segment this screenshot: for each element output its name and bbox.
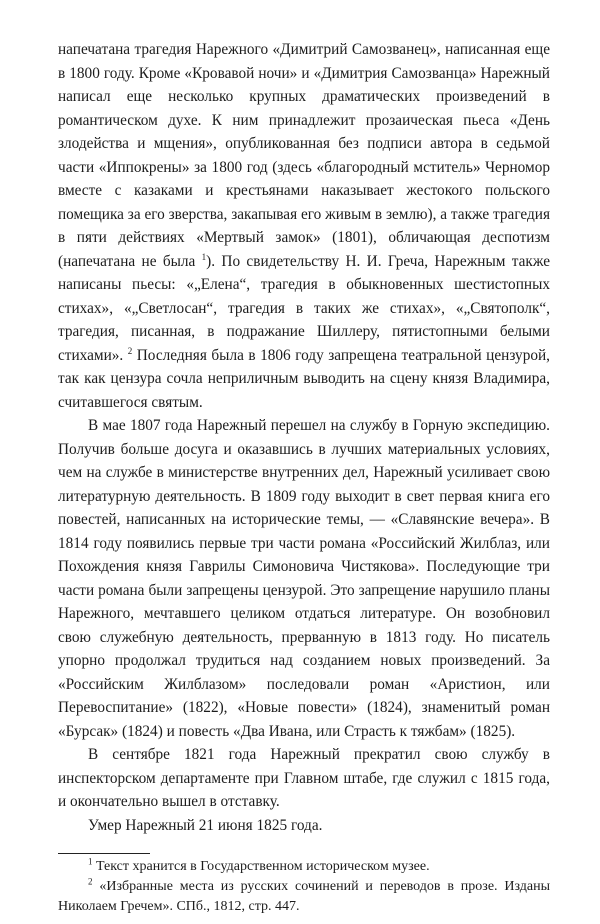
paragraph-3: [58, 743, 550, 814]
footnote-ref-2: 2: [127, 345, 133, 356]
footnote-text: Текст хранится в Государственном историческом музее.: [92, 859, 430, 874]
book-page: [58, 38, 550, 917]
text-run: В сентябре 1821 года Нарежный прекратил свою службу в инспекторском департаменте при Главном штабе, где служил с 1815 года, и окончательно вышел в отставку.: [58, 746, 550, 810]
text-run: Последняя была в 1806 году запрещена театральной цензурой, так как цензура сочла неприличным выводить на сцену князя Владимира, считавшегося святым.: [58, 346, 551, 411]
paragraph-4: [58, 814, 550, 838]
text-run: ). По свидетельству Н. И. Греча, Нарежным также написаны пьесы: «„Елена“, трагедия в обыкновенных шестистопных стихах», «„Светлосан“, трагедия в таких же стихах», «„Святополк“, трагедия, писанная, в подражание Шиллеру, пятистопными белыми стихами».: [58, 252, 550, 364]
text-run: напечатана трагедия Нарежного «Димитрий Самозванец», написанная еще в 1800 году. Кроме «Кровавой ночи» и «Димитрия Самозванца» Нарежный написал еще несколько крупных драматических произведений в романтическом духе. К ним принадлежит прозаическая пьеса «День злодейства и мщения», опубликованная без подписи автора в седьмой части «Иппокрены» за 1800 год (здесь «благородный мститель» Черномор вместе с казаками и крестьянами наказывает жестокого польского помещика за его зверства, закапывая его живым в землю), а также трагедия в пяти действиях «Мертвый замок» (1801), обличающая деспотизм (напечатана не была: [58, 41, 550, 270]
text-run: Умер Нарежный 21 июня 1825 года.: [88, 816, 323, 834]
paragraph-2: [58, 414, 550, 743]
footnote-1: [58, 857, 550, 877]
footnote-2: [58, 877, 550, 917]
footnote-number: 1: [88, 856, 93, 867]
text-run: В мае 1807 года Нарежный перешел на службу в Горную экспедицию. Получив больше досуга и оказавшись в лучших материальных условиях, чем на службе в министерстве внутренних дел, Нарежный усиливает свою литературную деятельность. В 1809 году выходит в свет первая книга его повестей, написанных на исторические темы, — «Славянские вечера». В 1814 году появились первые три части романа «Российский Жилблаз, или Похождения князя Гаврилы Симоновича Чистякова». Последующие три части романа были запрещены цензурой. Это запрещение нарушило планы Нарежного, мечтавшего целиком отдаться литературе. Он возобновил свою служебную деятельность, прерванную в 1813 году. Но писатель упорно продолжал трудиться над созданием новых произведений. За «Российским Жилблазом» последовали роман «Аристион, или Перевоспитание» (1822), «Новые повести» (1824), знаменитый роман «Бурсак» (1824) и повесть «Два Ивана, или Страсть к тяжбам» (1825).: [58, 417, 550, 740]
paragraph-1: [58, 38, 550, 414]
footnote-ref-1: 1: [201, 251, 207, 262]
footnote-divider: [58, 853, 150, 854]
footnote-number: 2: [88, 876, 93, 887]
footnote-text: «Избранные места из русских сочинений и переводов в прозе. Изданы Николаем Гречем». СПб., 1812, стр. 447.: [58, 879, 550, 914]
